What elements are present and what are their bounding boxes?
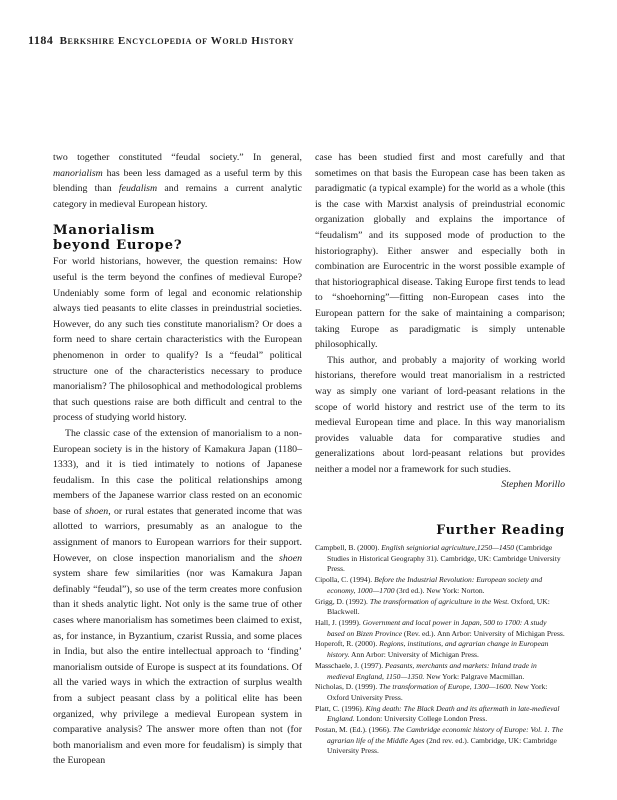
text-run: Campbell, B. (2000). xyxy=(315,543,382,553)
text-run: Masschaele, J. (1997). xyxy=(315,660,386,670)
text-run: London: University College London Press. xyxy=(354,714,488,724)
text-run: Postan, M. (Ed.). (1966). xyxy=(315,725,393,735)
italic-text: feudalism xyxy=(118,183,158,195)
reference-item xyxy=(315,575,565,596)
text-run: case has been studied first and most carefully and that sometimes on that basis the European case has been taken as paradigmatic (a typical example) for the world as a whole (this is the case with Marxist analysis of preindustrial economic organization globally and explains the importance of “feudalism” and its supposed mode of production to the historiography). Either answer and especially both in combination are Eurocentric in the worst possible example of that historiographical disease. Taking Europe first tends to lead to “shoehorning”—fitting non-European cases into the European pattern for the sake of maintaining a comparison; taking Europe as paradigmatic is simply untenable philosophically. xyxy=(315,152,565,351)
paragraph xyxy=(315,150,565,353)
italic-text: Peasants, merchants and markets: Inland trade in medieval England, 1150—1350. xyxy=(327,660,537,681)
italic-text: King death: The Black Death and its aftermath in late-medieval England. xyxy=(327,703,560,724)
text-run: , or rural estates that generated income that was allotted to warriors, presumably as an analogue to the assignment of manors to European warriors for their support. However, on close inspection manorialism and the xyxy=(53,505,302,564)
running-head xyxy=(28,33,294,48)
text-run: The classic case of the extension of manorialism to a non-European society is in the history of Kamakura Japan (1180–1333), and it is tied intimately to notions of Japanese feudalism. In this case the political relationships among members of the Japanese warrior class rested on an economic base of xyxy=(53,427,302,517)
right-column xyxy=(315,150,565,757)
paragraph xyxy=(53,150,302,212)
paragraph xyxy=(53,254,302,426)
reference-item xyxy=(315,682,565,703)
italic-text: The transformation of Europe, 1300—1600. xyxy=(379,682,513,692)
text-run: and remains a current analytic category in medieval European history. xyxy=(53,183,302,210)
page-number: 1184 xyxy=(28,33,54,47)
reference-item xyxy=(315,543,565,575)
text-run: Oxford, UK: Blackwell. xyxy=(327,596,550,617)
section-heading xyxy=(53,223,302,253)
italic-text: English seigniorial agriculture,1250—1450 xyxy=(381,543,515,553)
text-run: (Cambridge Studies in Historical Geography 31). Cambridge, UK: Cambridge University Press. xyxy=(327,543,561,574)
paragraph xyxy=(315,353,565,478)
reference-item xyxy=(315,704,565,725)
text-run: (Rev. ed.). Ann Arbor: University of Michigan Press. xyxy=(402,628,565,638)
italic-text: shoen xyxy=(85,505,109,517)
text-run: (2nd rev. ed.). Cambridge, UK: Cambridge University Press. xyxy=(327,735,557,756)
section-heading-line: beyond Europe? xyxy=(53,238,183,254)
reference-item xyxy=(315,639,565,660)
paragraph xyxy=(53,426,302,769)
text-run: Hoperoft, R. (2000). xyxy=(315,639,380,649)
section-heading-line: Manorialism xyxy=(53,223,156,239)
author-signature: Stephen Morillo xyxy=(501,479,565,491)
left-column xyxy=(53,150,302,769)
reference-item xyxy=(315,597,565,618)
text-run: Nicholas, D. (1999). xyxy=(315,682,380,692)
running-title: Berkshire Encyclopedia of World History xyxy=(59,35,295,47)
text-run: Grigg, D. (1992). xyxy=(315,596,370,606)
text-run: Cipolla, C. (1994). xyxy=(315,575,375,585)
text-run: New York: Oxford University Press. xyxy=(327,682,548,702)
italic-text: shoen xyxy=(279,552,302,564)
text-run: For world historians, however, the question remains: How useful is the term beyond the confines of medieval Europe? Undeniably some form of legal and economic relationship always tied peasants to elite classes in preindustrial societies. However, do any such ties constitute manorialism? Or does a form need to share certain characteristics with the European phenomenon in order to qualify? Is a “feudal” political structure one of the characteristics necessary to produce manorialism? The philosophical and methodological problems that such questions raise are both difficult and central to the process of studying world history. xyxy=(53,256,302,424)
reference-item xyxy=(315,618,565,639)
further-reading-heading: Further Reading xyxy=(436,522,565,538)
text-run: This author, and probably a majority of working world historians, therefore would treat manorialism in a restricted way as simply one variant of lord-peasant relations in the scope of world history and restrict use of the term to its medieval European time and place. In this way manorialism provides valuable data for comparative studies and generalizations about lord-peasant relations but provides neither a model nor a framework for such studies. xyxy=(315,354,565,475)
text-run: two together constituted “feudal society.” In general, xyxy=(53,152,302,163)
text-run: system share few similarities (nor was Kamakura Japan definably “feudal”), so use of the term creates more confusion than it sheds analytic light. Not only is the same true of other cases where manorialism has sometimes been claimed to exist, as, for instance, in Byzantium, czarist Russia, and some places in India, but also the entire intellectual approach to ‘finding’ manorialism outside of Europe is suspect at its foundations. Of all the varied ways in which the extraction of surplus wealth from a subject peasant class by a political elite has been organized, why privilege a medieval European system in comparative analysis? The answer more often than not (for both manorialism and even more for feudalism) is simply that the European xyxy=(53,568,302,767)
text-run: Platt, C. (1996). xyxy=(315,703,366,713)
text-run: New York: Palgrave Macmillan. xyxy=(424,671,525,681)
text-run: Ann Arbor: University of Michigan Press. xyxy=(349,650,479,660)
italic-text: Regions, institutions, and agrarian change in European history. xyxy=(327,639,549,660)
reference-item xyxy=(315,661,565,682)
italic-text: Government and local power in Japan, 500 to 1700: A study based on Bizen Province xyxy=(327,617,547,638)
text-run: Hall, J. (1999). xyxy=(315,617,363,627)
reference-list xyxy=(315,543,565,757)
italic-text: The transformation of agriculture in the West. xyxy=(369,596,510,606)
italic-text: The Cambridge economic history of Europe: Vol. 1. The agrarian life of the Middle Ages xyxy=(327,725,563,745)
italic-text: manorialism xyxy=(53,167,103,179)
text-run: has been less damaged as a useful term by this blending than xyxy=(53,167,302,195)
italic-text: Before the Industrial Revolution: European society and economy, 1000—1700 xyxy=(327,575,543,595)
reference-item xyxy=(315,725,565,757)
text-run: (3rd ed.). New York: Norton. xyxy=(394,585,485,595)
